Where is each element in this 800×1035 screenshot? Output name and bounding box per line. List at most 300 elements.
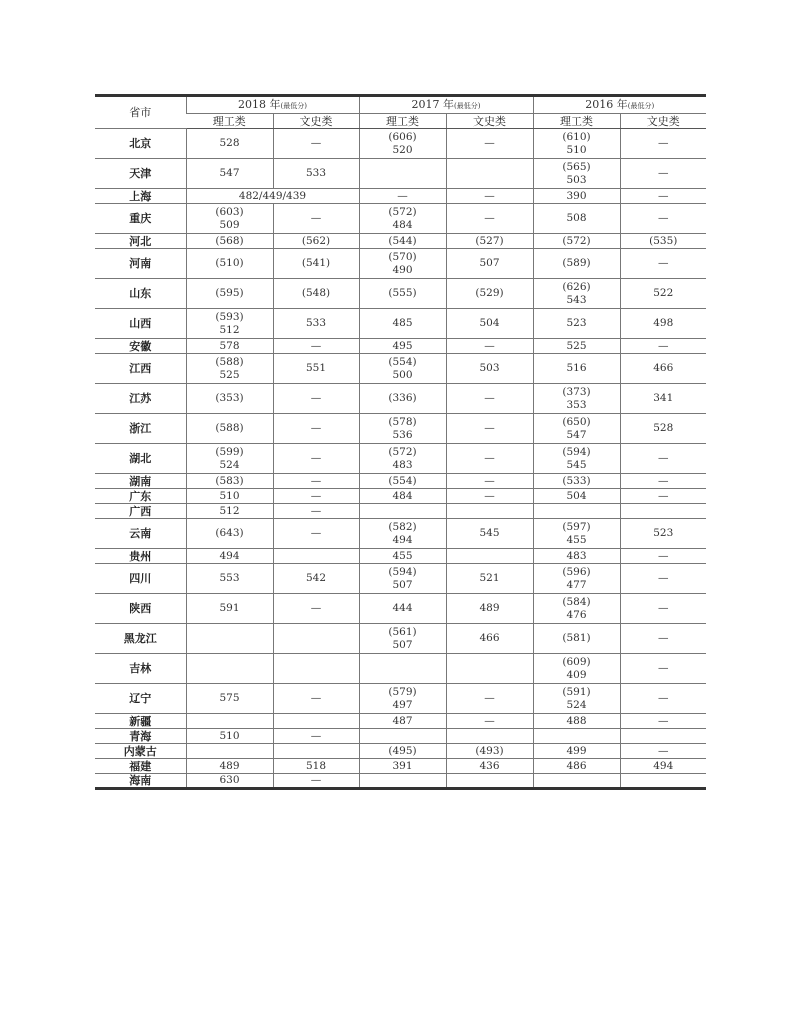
score-value: 504 — [479, 317, 500, 329]
table-row — [95, 504, 706, 519]
score-cell — [359, 549, 446, 564]
score-cell — [446, 204, 533, 234]
score-cell — [533, 729, 620, 744]
score-cell — [446, 159, 533, 189]
score-cell — [620, 279, 706, 309]
score-value: 507 — [479, 257, 500, 269]
score-cell — [533, 234, 620, 249]
score-value: — — [310, 504, 322, 517]
score-cell — [446, 564, 533, 594]
province-cell: 内蒙古 — [95, 744, 186, 759]
score-cell — [186, 504, 273, 519]
score-cell — [359, 714, 446, 729]
score-value: (588) — [215, 355, 244, 368]
score-value: 486 — [566, 759, 587, 772]
table-row — [95, 684, 706, 714]
score-cell — [620, 774, 706, 789]
score-cell — [620, 414, 706, 444]
score-value: (572) — [562, 234, 591, 247]
score-value: 466 — [653, 362, 674, 374]
score-value: — — [658, 714, 669, 727]
score-cell — [186, 234, 273, 249]
score-cell — [620, 444, 706, 474]
score-value: 504 — [566, 489, 587, 502]
score-value: 525 — [566, 339, 587, 352]
score-cell — [533, 759, 620, 774]
score-value: 543 — [566, 293, 587, 306]
score-cell — [186, 159, 273, 189]
score-value: 483 — [392, 458, 413, 471]
score-value: — — [484, 692, 495, 704]
score-cell — [273, 234, 359, 249]
score-value: — — [658, 137, 669, 149]
score-cell — [533, 564, 620, 594]
score-cell — [359, 249, 446, 279]
score-cell — [273, 249, 359, 279]
score-value: (597) — [562, 520, 591, 533]
score-cell — [533, 504, 620, 519]
province-cell: 黑龙江 — [95, 624, 186, 654]
province-cell: 天津 — [95, 159, 186, 189]
score-value: 484 — [392, 489, 413, 502]
province-cell: 山西 — [95, 309, 186, 339]
province-cell: 河北 — [95, 234, 186, 249]
score-cell — [186, 654, 273, 684]
score-value: (570) — [388, 250, 417, 263]
score-value: 500 — [392, 368, 413, 381]
score-cell — [186, 474, 273, 489]
score-cell — [359, 759, 446, 774]
score-value: 520 — [392, 143, 413, 156]
province-header: 省市 — [95, 96, 186, 129]
score-cell — [359, 309, 446, 339]
score-value: — — [484, 189, 495, 202]
score-value: — — [484, 452, 495, 464]
score-value: 485 — [392, 317, 413, 329]
score-cell — [620, 129, 706, 159]
score-value: (583) — [215, 474, 244, 487]
score-value: (565) — [562, 160, 591, 173]
province-cell: 吉林 — [95, 654, 186, 684]
score-value: 498 — [653, 317, 674, 329]
score-value: 444 — [392, 602, 413, 614]
score-value: — — [484, 474, 495, 487]
score-value: (589) — [562, 257, 591, 269]
score-value: (626) — [562, 280, 591, 293]
score-value: (533) — [562, 474, 591, 487]
category-header: 理工类 — [533, 114, 620, 129]
score-value: 591 — [219, 602, 240, 614]
score-cell — [186, 249, 273, 279]
score-value: 551 — [305, 362, 327, 374]
score-value: (584) — [562, 595, 591, 608]
province-cell: 广东 — [95, 489, 186, 504]
table-row — [95, 189, 706, 204]
table-row — [95, 774, 706, 789]
score-cell — [446, 654, 533, 684]
province-cell: 安徽 — [95, 339, 186, 354]
score-cell — [446, 744, 533, 759]
score-cell — [359, 234, 446, 249]
score-value: 489 — [479, 602, 500, 614]
score-cell — [620, 489, 706, 504]
table-row — [95, 279, 706, 309]
score-value: (603) — [215, 205, 244, 218]
score-cell — [446, 309, 533, 339]
score-value: (591) — [562, 685, 591, 698]
score-value: 490 — [392, 263, 413, 276]
table-row — [95, 414, 706, 444]
score-value: — — [310, 422, 322, 434]
score-cell — [273, 489, 359, 504]
score-cell — [273, 309, 359, 339]
score-value: — — [310, 392, 322, 404]
score-cell — [359, 489, 446, 504]
score-value: — — [310, 729, 322, 742]
score-value: 547 — [219, 167, 240, 179]
score-value: (554) — [388, 355, 417, 368]
score-cell — [186, 564, 273, 594]
table-row — [95, 249, 706, 279]
score-cell — [620, 654, 706, 684]
score-cell — [359, 684, 446, 714]
score-cell — [533, 189, 620, 204]
score-value: 436 — [479, 759, 500, 772]
score-value: (579) — [388, 685, 417, 698]
score-cell — [533, 744, 620, 759]
score-cell — [533, 339, 620, 354]
score-cell — [533, 684, 620, 714]
province-cell: 贵州 — [95, 549, 186, 564]
score-cell — [533, 159, 620, 189]
table-row — [95, 204, 706, 234]
score-cell — [446, 384, 533, 414]
score-value: 523 — [566, 317, 587, 329]
score-value: (527) — [475, 234, 504, 247]
score-value: — — [310, 339, 322, 352]
score-value: (643) — [215, 527, 244, 539]
province-cell: 山东 — [95, 279, 186, 309]
score-cell — [359, 519, 446, 549]
table-body — [95, 129, 706, 789]
province-cell: 湖南 — [95, 474, 186, 489]
score-cell — [533, 354, 620, 384]
score-cell — [620, 159, 706, 189]
score-value: (581) — [562, 632, 591, 644]
province-cell: 福建 — [95, 759, 186, 774]
province-cell: 云南 — [95, 519, 186, 549]
score-value: (561) — [388, 625, 417, 638]
score-cell — [533, 714, 620, 729]
table-row — [95, 309, 706, 339]
year-note: (最低分) — [627, 101, 655, 110]
score-value: — — [484, 392, 495, 404]
score-cell — [446, 714, 533, 729]
province-cell: 河南 — [95, 249, 186, 279]
score-value: — — [658, 662, 669, 674]
score-value: (609) — [562, 655, 591, 668]
score-cell — [359, 204, 446, 234]
score-cell — [620, 204, 706, 234]
score-value: — — [484, 714, 495, 727]
score-cell — [533, 279, 620, 309]
category-header: 理工类 — [186, 114, 273, 129]
year-note: (最低分) — [280, 101, 307, 110]
table-row — [95, 744, 706, 759]
score-cell — [533, 774, 620, 789]
category-header: 文史类 — [620, 114, 706, 129]
score-value: (594) — [562, 445, 591, 458]
score-value: 545 — [479, 527, 500, 539]
score-cell — [186, 339, 273, 354]
score-cell — [186, 129, 273, 159]
score-cell — [620, 234, 706, 249]
score-cell — [446, 129, 533, 159]
table-row — [95, 714, 706, 729]
score-cell — [533, 414, 620, 444]
province-cell: 上海 — [95, 189, 186, 204]
score-cell — [533, 474, 620, 489]
score-cell — [359, 189, 446, 204]
score-value: (568) — [215, 234, 244, 247]
score-cell — [620, 564, 706, 594]
province-cell: 江西 — [95, 354, 186, 384]
score-cell — [620, 684, 706, 714]
province-cell: 青海 — [95, 729, 186, 744]
score-value: — — [658, 602, 669, 614]
score-cell — [533, 129, 620, 159]
score-value: 512 — [219, 323, 240, 336]
score-value: — — [310, 602, 322, 614]
score-cell — [446, 774, 533, 789]
score-cell — [533, 654, 620, 684]
score-value: (596) — [562, 565, 591, 578]
score-cell — [186, 729, 273, 744]
score-cell — [620, 714, 706, 729]
score-cell — [273, 684, 359, 714]
score-cell — [273, 354, 359, 384]
score-value: 390 — [566, 189, 587, 202]
score-value: (610) — [562, 130, 591, 143]
score-cell — [533, 204, 620, 234]
score-cell — [273, 444, 359, 474]
province-cell: 浙江 — [95, 414, 186, 444]
score-value: 353 — [566, 398, 587, 411]
score-value: — — [484, 339, 495, 352]
score-cell — [359, 594, 446, 624]
score-value: — — [658, 452, 669, 464]
score-cell — [186, 489, 273, 504]
score-value: (578) — [388, 415, 417, 428]
score-value: — — [658, 339, 669, 352]
score-cell — [533, 519, 620, 549]
score-value: 489 — [219, 759, 240, 772]
score-cell — [359, 654, 446, 684]
score-cell — [186, 549, 273, 564]
score-cell — [186, 519, 273, 549]
score-value: (582) — [388, 520, 417, 533]
score-cell — [273, 624, 359, 654]
score-cell — [273, 519, 359, 549]
table-row — [95, 489, 706, 504]
score-value: 391 — [392, 759, 413, 772]
score-value: 409 — [566, 668, 587, 681]
score-value: — — [484, 137, 495, 149]
score-value: 510 — [219, 489, 240, 502]
score-value: 578 — [219, 339, 240, 352]
score-value: 503 — [566, 173, 587, 186]
score-cell — [533, 549, 620, 564]
score-cell — [273, 474, 359, 489]
score-cell — [273, 549, 359, 564]
score-cell — [359, 564, 446, 594]
year-header-2016 — [533, 96, 706, 114]
score-value: — — [484, 489, 495, 502]
score-value: — — [658, 632, 669, 644]
score-value: 547 — [566, 428, 587, 441]
table-header — [95, 96, 706, 129]
score-value: (541) — [301, 257, 331, 269]
score-cell — [446, 234, 533, 249]
table-row — [95, 444, 706, 474]
score-cell — [446, 519, 533, 549]
score-cell — [359, 474, 446, 489]
score-value: (562) — [301, 234, 331, 247]
score-cell — [620, 624, 706, 654]
score-cell — [273, 654, 359, 684]
score-value: 483 — [566, 549, 587, 562]
category-header: 文史类 — [446, 114, 533, 129]
score-value: 477 — [566, 578, 587, 591]
score-cell — [359, 729, 446, 744]
score-value: 455 — [392, 549, 413, 562]
score-cell — [359, 129, 446, 159]
score-cell — [620, 729, 706, 744]
score-cell — [533, 489, 620, 504]
province-cell: 重庆 — [95, 204, 186, 234]
score-value: 509 — [219, 218, 240, 231]
score-cell — [359, 774, 446, 789]
province-cell: 辽宁 — [95, 684, 186, 714]
score-value: 528 — [219, 137, 240, 149]
score-value: — — [658, 167, 669, 179]
score-value: 525 — [219, 368, 240, 381]
score-cell — [446, 189, 533, 204]
score-cell-merged: 482/449/439 — [186, 189, 359, 204]
province-cell: 湖北 — [95, 444, 186, 474]
score-value: 455 — [566, 533, 587, 546]
score-cell — [273, 129, 359, 159]
score-cell — [620, 384, 706, 414]
score-cell — [620, 504, 706, 519]
score-value: — — [658, 744, 669, 757]
score-cell — [273, 414, 359, 444]
score-value: 533 — [305, 317, 327, 329]
score-cell — [446, 279, 533, 309]
score-value: 484 — [392, 218, 413, 231]
score-cell — [186, 204, 273, 234]
score-value: 553 — [219, 572, 240, 584]
score-value: 488 — [566, 714, 587, 727]
score-cell — [533, 249, 620, 279]
score-value: (593) — [215, 310, 244, 323]
score-value: (650) — [562, 415, 591, 428]
score-value: (495) — [388, 744, 417, 757]
score-value: 494 — [653, 759, 674, 772]
score-cell — [533, 309, 620, 339]
score-value: 536 — [392, 428, 413, 441]
score-cell — [533, 384, 620, 414]
score-cell — [446, 549, 533, 564]
score-value: (353) — [215, 392, 244, 404]
score-value: — — [310, 212, 322, 224]
table-row — [95, 339, 706, 354]
score-value: 522 — [653, 287, 674, 299]
year-label: 2016 年 — [585, 97, 628, 111]
score-value: 575 — [219, 692, 240, 704]
score-cell — [186, 279, 273, 309]
score-value: 466 — [479, 632, 500, 644]
score-cell — [446, 729, 533, 744]
score-value: 494 — [392, 533, 413, 546]
score-cell — [186, 354, 273, 384]
score-value: (595) — [215, 287, 244, 299]
score-value: — — [310, 137, 322, 149]
score-cell — [446, 504, 533, 519]
year-header-2018 — [186, 96, 359, 114]
score-value: (373) — [562, 385, 591, 398]
score-cell — [359, 279, 446, 309]
score-cell — [273, 159, 359, 189]
score-value: 497 — [392, 698, 413, 711]
score-cell — [186, 759, 273, 774]
score-value: — — [310, 692, 322, 704]
score-value: 476 — [566, 608, 587, 621]
score-value: — — [658, 692, 669, 704]
score-value: (554) — [388, 474, 417, 487]
table-row — [95, 354, 706, 384]
score-cell — [620, 249, 706, 279]
score-value: (510) — [215, 257, 244, 269]
score-cell — [620, 339, 706, 354]
score-cell — [533, 444, 620, 474]
score-value: (544) — [388, 234, 417, 247]
score-cell — [186, 309, 273, 339]
table-row — [95, 549, 706, 564]
score-value: 524 — [566, 698, 587, 711]
score-value: — — [310, 474, 322, 487]
score-cell — [620, 474, 706, 489]
score-value: 499 — [566, 744, 587, 757]
table-row — [95, 234, 706, 249]
score-cell — [273, 204, 359, 234]
category-header: 文史类 — [273, 114, 359, 129]
score-cell — [446, 759, 533, 774]
table-row — [95, 519, 706, 549]
score-cell — [273, 714, 359, 729]
score-value: — — [658, 189, 669, 202]
score-cell — [446, 684, 533, 714]
province-cell: 四川 — [95, 564, 186, 594]
score-cell — [186, 384, 273, 414]
score-cell — [273, 279, 359, 309]
score-value: 518 — [305, 759, 327, 772]
year-label: 2018 年 — [238, 97, 281, 111]
table-row — [95, 624, 706, 654]
score-cell — [359, 339, 446, 354]
score-value: 533 — [305, 167, 327, 179]
score-cell — [186, 624, 273, 654]
